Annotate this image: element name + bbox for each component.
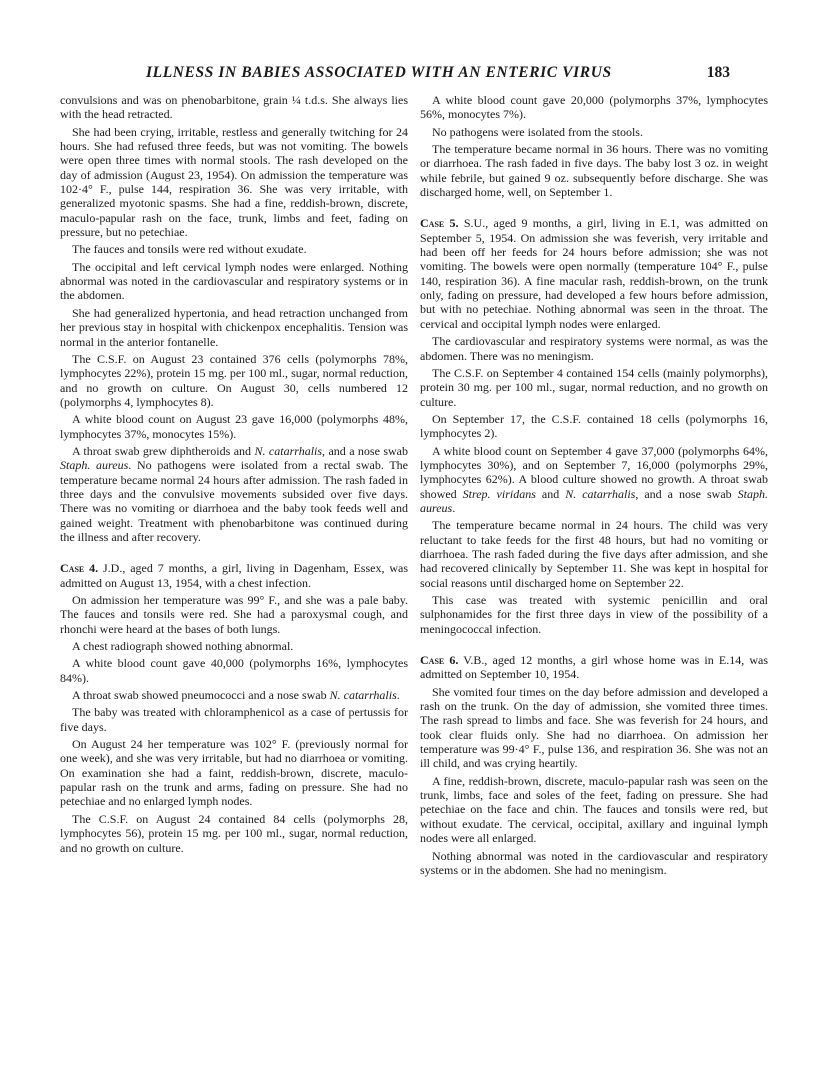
page-header <box>58 64 728 88</box>
text-run: A white blood count on September 4 gave 37,000 (polymorphs 64%, lymphocytes 30%), and on September 7, 16,000 (polymorphs 29%, lymphocytes 62%). A blood culture showed no growth. A throat swab showed <box>420 443 768 501</box>
organism-name: N. catarrhalis <box>329 688 397 703</box>
left-column <box>60 93 408 858</box>
paragraph: The temperature became normal in 36 hours. There was no vomiting or diarrhoea. The rash faded in five days. The baby lost 3 oz. in weight while febrile, but gained 9 oz. subsequently before discharge. She was discharged home, well, on September 1. <box>420 142 768 200</box>
paragraph: This case was treated with systemic penicillin and oral sulphonamides for the first three days in view of the possibility of a meningococcal infection. <box>420 593 768 636</box>
paragraph: She had been crying, irritable, restless and generally twitching for 24 hours. She had refused three feeds, but was not vomiting. The bowels were open three times with normal stools. The rash developed on the day of admission (August 23, 1954). On admission the temperature was 102·4° F., pulse 144, respiration 36. She was very irritable, with generalized myotonic spasms. She had a fine, reddish-brown, discrete, maculo-papular rash on the face, trunk, limbs and feet, fading on pressure, but no petechiae. <box>60 124 408 240</box>
paragraph <box>60 688 408 702</box>
organism-name: Staph. aureus <box>60 458 129 473</box>
paragraph: On September 17, the C.S.F. contained 18 cells (polymorphs 16, lymphocytes 2). <box>420 411 768 441</box>
paragraph: A white blood count gave 20,000 (polymorphs 37%, lymphocytes 56%, monocytes 7%). <box>420 93 768 122</box>
text-run: , and a nose swab <box>322 443 409 458</box>
organism-name: N. catarrhalis <box>565 486 636 501</box>
paragraph: A chest radiograph showed nothing abnormal. <box>72 639 294 654</box>
case-4-intro <box>60 561 408 590</box>
paragraph: She had generalized hypertonia, and head retraction unchanged from her previous stay in hospital with chickenpox encephalitis. Tension was normal in the anterior fontanelle. <box>60 305 408 349</box>
paragraph: She vomited four times on the day before admission and developed a rash on the trunk. On the day of admission, she vomited three times. The rash spread to limbs and face. She was feverish for 24 hours, and took clear fluids only. She had no diarrhoea. On admission her temperature was 99·4° F., pulse 136, and respiration 36. She was not an ill child, and was crying heartily. <box>420 684 768 771</box>
paragraph: The cardiovascular and respiratory systems were normal, as was the abdomen. There was no meningism. <box>420 334 768 363</box>
right-column <box>420 93 768 880</box>
paragraph: No pathogens were isolated from the stools. <box>432 124 643 139</box>
paragraph: The fauces and tonsils were red without exudate. <box>72 242 307 257</box>
text-run: A throat swab grew diphtheroids and <box>72 443 255 458</box>
organism-name: N. catarrhalis <box>254 443 323 458</box>
text-run: . No pathogens were isolated from a rectal swab. The temperature became normal 24 hours after admission. The rash faded in three days and the convulsive movements subsided over five days. There was no vomiting or diarrhoea and the baby took feeds well and gained weight. Treatment with phenobarbitone was continued during the illness and after recovery. <box>60 458 408 544</box>
text-run: . <box>396 688 400 703</box>
organism-name: Strep. viridans <box>462 486 536 501</box>
paragraph: The temperature became normal in 24 hours. The child was very reluctant to take feeds for the first 48 hours, but had no vomiting or diarrhoea. The rash faded during the five days after admission, and she had recovered clinically by September 11. She was kept in hospital for social reasons until discharged home on September 22. <box>420 518 768 590</box>
paragraph: A white blood count gave 40,000 (polymorphs 16%, lymphocytes 84%). <box>60 656 408 685</box>
text-run: , and a nose swab <box>635 486 738 501</box>
text-run: V.B., aged 12 months, a girl whose home was in E.14, was admitted on September 10, 1954. <box>420 653 768 682</box>
paragraph <box>420 444 768 516</box>
paragraph: On admission her temperature was 99° F., and she was a pale baby. The fauces and tonsils were red. She had a paroxysmal cough, and rhonchi were heard at the bases of both lungs. <box>60 593 408 636</box>
case-label: Case 4. <box>60 561 99 576</box>
organism-name: Staph. aureus <box>420 486 768 515</box>
paragraph: A fine, reddish-brown, discrete, maculo-papular rash was seen on the trunk, limbs, face and soles of the feet, fading on pressure. She had petechiae on the face and chin. The fauces and tonsils were red, but without exudate. The cervical, occipital, axillary and inguinal lymph nodes were all enlarged. <box>420 773 768 846</box>
paragraph: The baby was treated with chloramphenicol as a case of pertussis for five days. <box>60 705 408 734</box>
case-label: Case 5. <box>420 216 459 231</box>
paragraph <box>60 444 408 544</box>
paragraph: The C.S.F. on September 4 contained 154 cells (mainly polymorphs), protein 30 mg. per 100 ml., sugar, normal reduction, and no growth on culture. <box>420 365 768 409</box>
paragraph: On August 24 her temperature was 102° F. (previously normal for one week), and she was very irritable, but had no diarrhoea or vomiting. On examination she had a faint, reddish-brown, discrete, maculo-papular rash on the trunk and arms, fading on pressure. She had no petechiae and no enlarged lymph nodes. <box>60 737 408 809</box>
paragraph: Nothing abnormal was noted in the cardiovascular and respiratory systems or in the abdomen. She had no meningism. <box>420 848 768 877</box>
text-run: and <box>535 486 566 501</box>
text-run: S.U., aged 9 months, a girl, living in E.1, was admitted on September 5, 1954. On admission she was feverish, very irritable and had been off her feeds for 24 hours before admission; she was not vomiting. The bowels were open normally (temperature 104° F., pulse 140, respiration 36). A fine macular rash, reddish-brown, on the trunk only, fading on pressure, had developed a few hours before admission, but with no petechiae. Nothing abnormal was seen in the throat. The cervical and occipital lymph nodes were enlarged. <box>420 216 768 331</box>
case-label: Case 6. <box>420 653 459 668</box>
paragraph: convulsions and was on phenobarbitone, grain ¼ t.d.s. She always lies with the head retracted. <box>60 93 408 122</box>
running-title: ILLNESS IN BABIES ASSOCIATED WITH AN ENTERIC VIRUS <box>146 64 612 81</box>
text-run: A throat swab showed pneumococci and a nose swab <box>72 688 330 703</box>
text-run: . <box>452 500 456 515</box>
paragraph: A white blood count on August 23 gave 16,000 (polymorphs 48%, lymphocytes 37%, monocytes 15%). <box>60 412 408 441</box>
case-6-intro <box>420 653 768 682</box>
paragraph: The C.S.F. on August 23 contained 376 cells (polymorphs 78%, lymphocytes 22%), protein 15 mg. per 100 ml., sugar, normal reduction, and no growth on culture. On August 30, cells numbered 12 (polymorphs 4, lymphocytes 8). <box>60 351 408 409</box>
text-run: J.D., aged 7 months, a girl, living in Dagenham, Essex, was admitted on August 13, 1954, with a chest infection. <box>60 561 408 590</box>
paragraph: The occipital and left cervical lymph nodes were enlarged. Nothing abnormal was noted in the cardiovascular and respiratory systems or in the abdomen. <box>60 259 408 303</box>
case-5-intro <box>420 216 768 331</box>
page-number: 183 <box>706 64 730 81</box>
paragraph: The C.S.F. on August 24 contained 84 cells (polymorphs 28, lymphocytes 56), protein 15 mg. per 100 ml., sugar, normal reduction, and no growth on culture. <box>60 811 408 855</box>
